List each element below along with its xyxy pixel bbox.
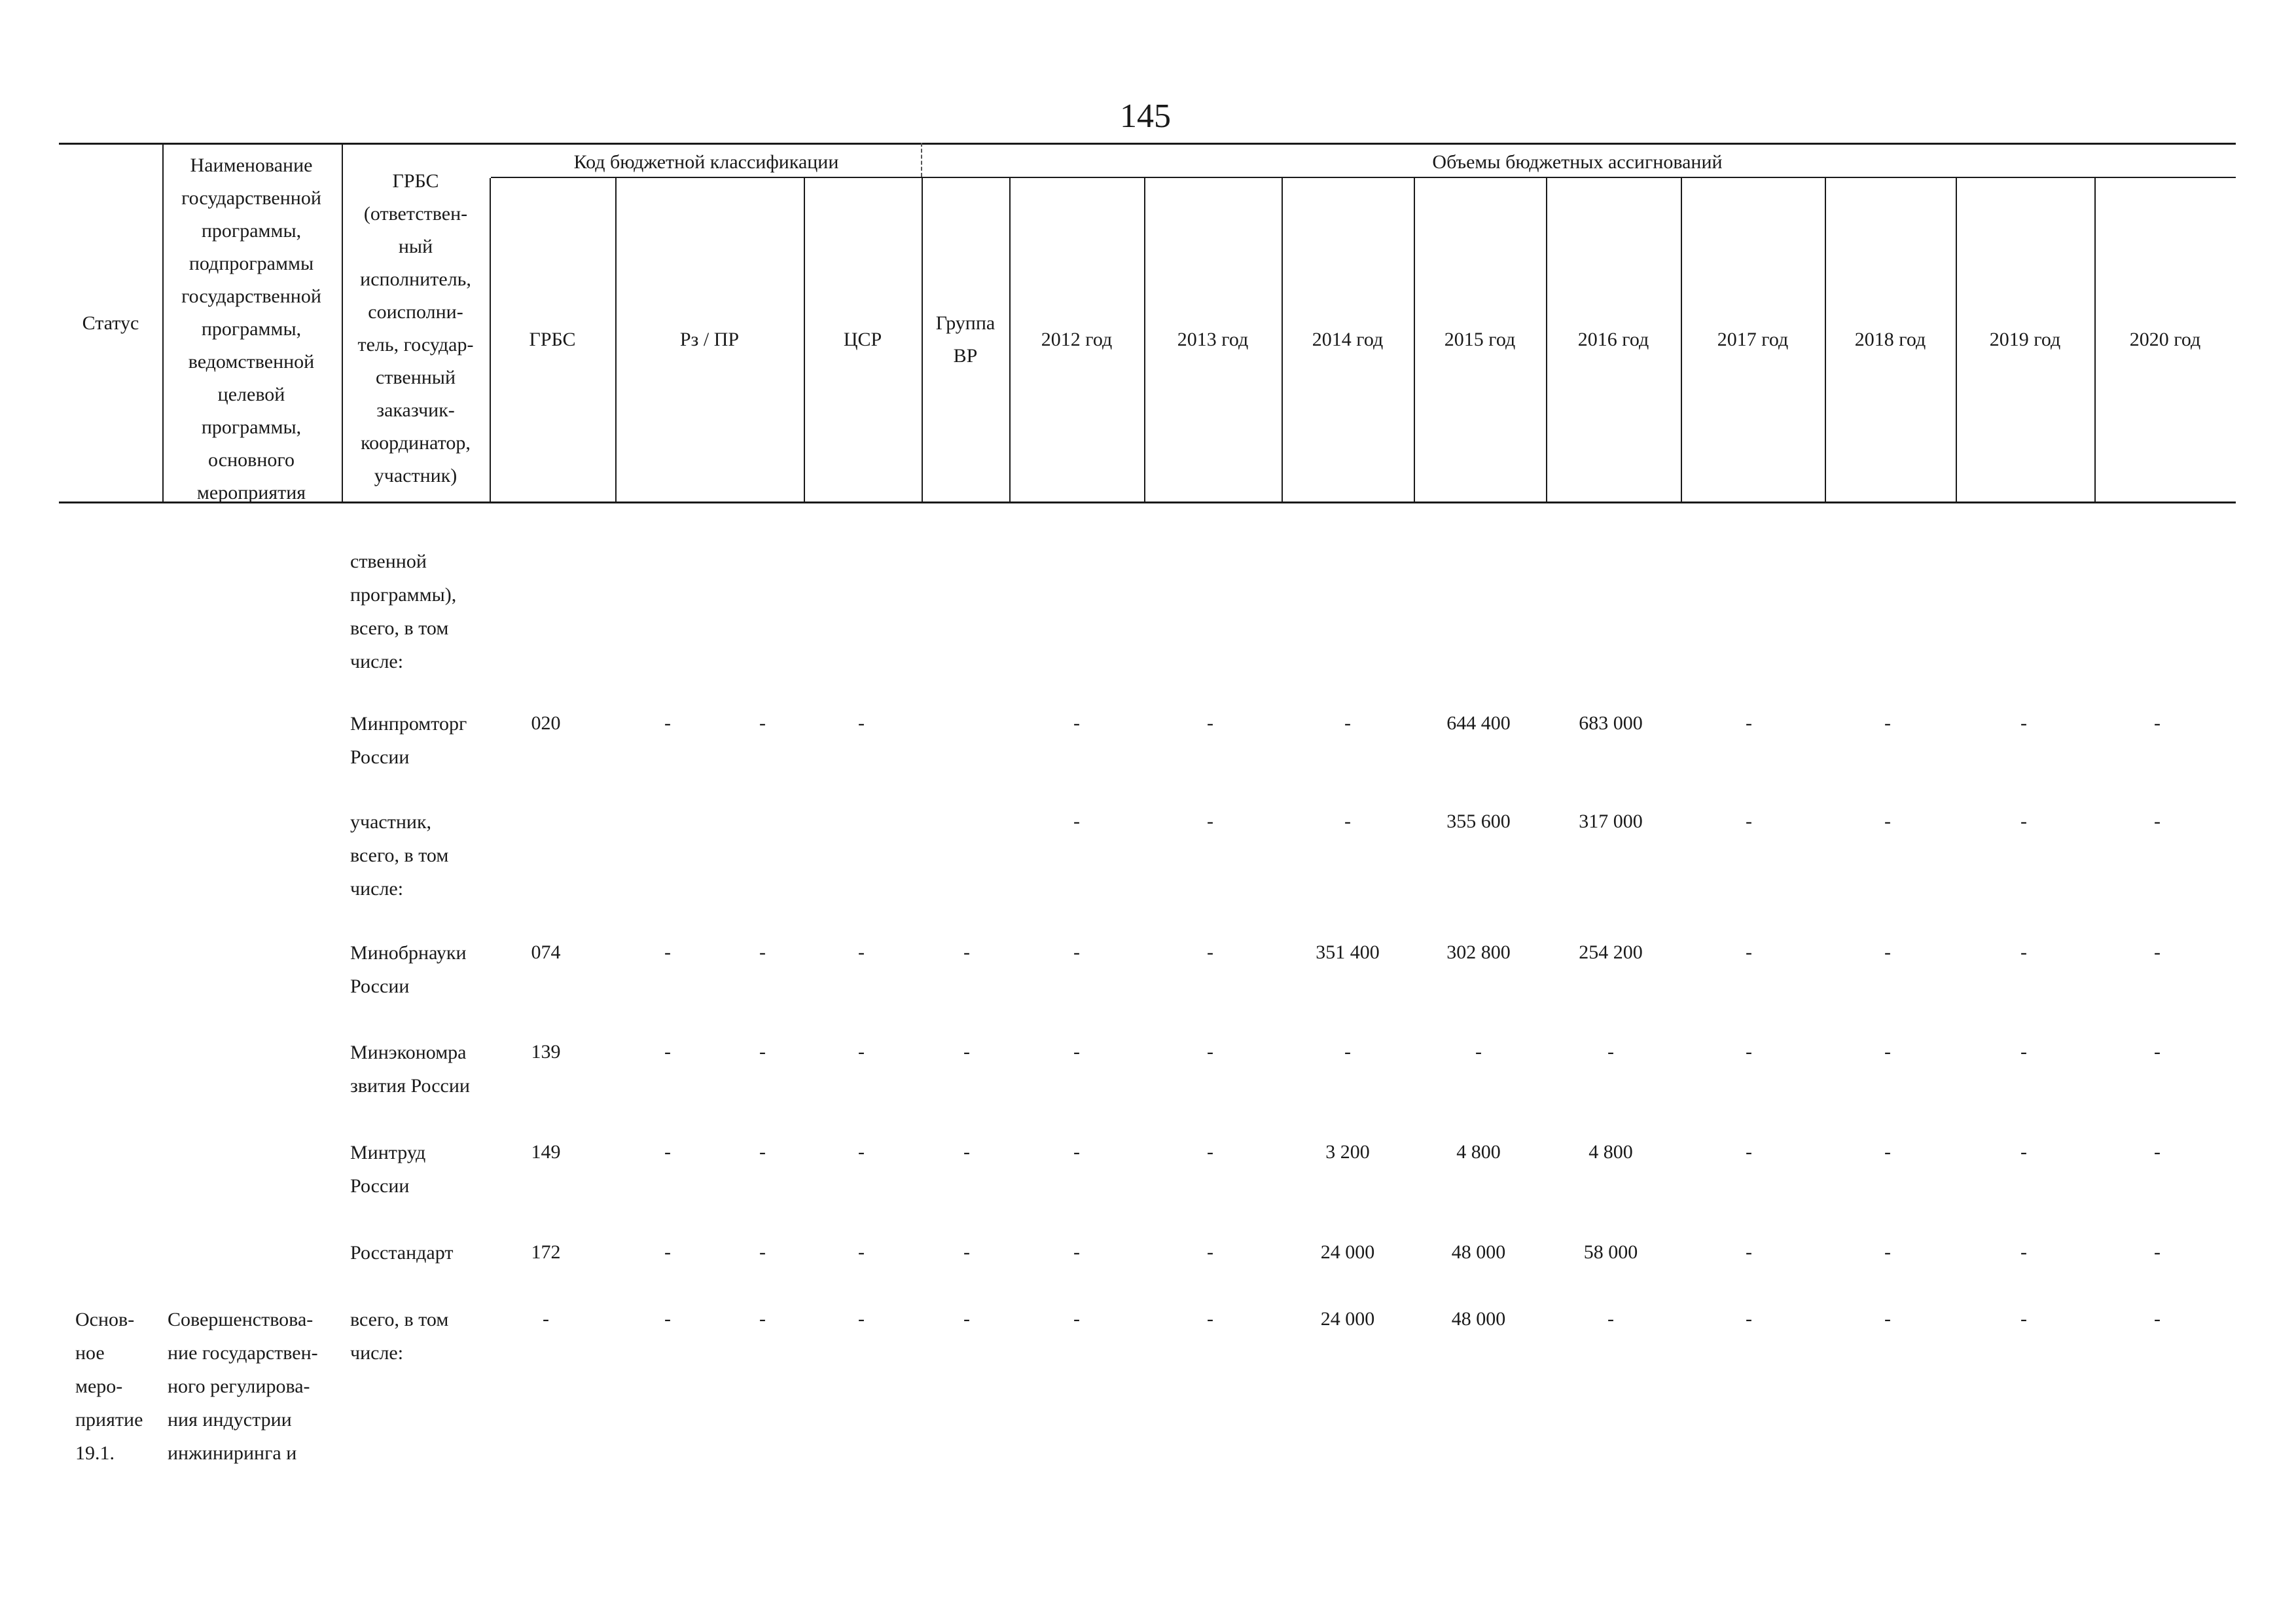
table-cell: 683 000 xyxy=(1579,712,1643,734)
table-cell: - xyxy=(2154,811,2161,832)
row-label-line: Минэкономра xyxy=(350,1042,467,1063)
header-name-line: государственной xyxy=(181,187,321,209)
table-cell: - xyxy=(759,1308,766,1330)
table-cell: - xyxy=(1746,1308,1752,1330)
table-cell: - xyxy=(2154,1241,2161,1263)
table-cell: - xyxy=(664,1308,671,1330)
header-grbs-line: ственный xyxy=(375,367,456,388)
row-label-line: звития России xyxy=(350,1075,470,1097)
table-cell: - xyxy=(1344,1041,1351,1063)
header-name-line: программы, xyxy=(201,416,302,438)
table-cell: - xyxy=(1884,1041,1891,1063)
table-cell: 139 xyxy=(531,1041,561,1063)
table-cell: - xyxy=(1607,1041,1614,1063)
intro-line: числе: xyxy=(350,651,404,672)
header-grbs-line: заказчик- xyxy=(376,399,455,421)
header-grbs-line: ный xyxy=(398,236,433,257)
table-cell: - xyxy=(1746,811,1752,832)
table-cell: - xyxy=(2154,1308,2161,1330)
table-cell: - xyxy=(664,941,671,963)
table-cell: - xyxy=(1344,811,1351,832)
table-cell: 4 800 xyxy=(1588,1141,1633,1163)
column-header: 2016 год xyxy=(1577,329,1649,350)
header-name-line: основного xyxy=(208,449,295,471)
table-cell: - xyxy=(2154,941,2161,963)
table-cell: - xyxy=(1073,1141,1080,1163)
header-name-line: программы, xyxy=(201,318,302,340)
main-event-status xyxy=(75,1303,143,1470)
table-cell: - xyxy=(664,1141,671,1163)
header-name-line: мероприятия xyxy=(196,482,306,503)
intro-line: программы), xyxy=(350,584,457,606)
row-label xyxy=(350,707,467,774)
table-cell: - xyxy=(963,1141,970,1163)
table-cell: - xyxy=(2020,1041,2027,1063)
table-cell: - xyxy=(759,1041,766,1063)
column-header: ЦСР xyxy=(843,329,882,350)
table-cell: - xyxy=(2020,1308,2027,1330)
intro-line: всего, в том xyxy=(350,617,449,639)
table-cell: - xyxy=(1746,1141,1752,1163)
table-cell: 074 xyxy=(531,941,561,963)
table-cell: 020 xyxy=(531,712,561,734)
table-cell: - xyxy=(1073,712,1080,734)
header-program-name xyxy=(162,149,340,509)
main-event-name-line: ние государствен- xyxy=(168,1342,318,1364)
table-cell: 3 200 xyxy=(1325,1141,1370,1163)
table-cell: - xyxy=(858,712,865,734)
main-event-name xyxy=(168,1303,318,1470)
table-cell: - xyxy=(2020,811,2027,832)
column-header: 2019 год xyxy=(1989,329,2061,350)
intro-line: ственной xyxy=(350,551,427,572)
table-cell: - xyxy=(664,1241,671,1263)
table-cell: - xyxy=(1207,712,1213,734)
table-cell: 317 000 xyxy=(1579,811,1643,832)
table-cell: - xyxy=(858,941,865,963)
header-grbs-role xyxy=(343,165,488,492)
main-event-status-line: ное xyxy=(75,1342,105,1364)
table-cell: 172 xyxy=(531,1241,561,1263)
table-cell: - xyxy=(1207,1041,1213,1063)
table-cell: - xyxy=(1746,941,1752,963)
table-cell: - xyxy=(963,1241,970,1263)
table-cell: 24 000 xyxy=(1320,1241,1375,1263)
main-event-status-line: Основ- xyxy=(75,1309,135,1330)
table-cell: - xyxy=(664,1041,671,1063)
table-cell: - xyxy=(1207,1308,1213,1330)
table-cell: - xyxy=(1207,941,1213,963)
row-label-line: России xyxy=(350,746,410,768)
table-cell: - xyxy=(1884,1141,1891,1163)
row-label xyxy=(350,1136,425,1203)
main-event-status-line: 19.1. xyxy=(75,1442,115,1464)
table-cell: - xyxy=(1884,1241,1891,1263)
row-label xyxy=(350,805,448,905)
header-name-line: подпрограммы xyxy=(188,253,314,274)
table-cell: - xyxy=(858,1308,865,1330)
header-group-kbk: Код бюджетной классификации xyxy=(573,151,839,173)
table-cell: - xyxy=(1884,811,1891,832)
table-cell: - xyxy=(1073,1041,1080,1063)
table-cell: - xyxy=(543,1308,549,1330)
table-cell: - xyxy=(1207,811,1213,832)
header-name-line: программы, xyxy=(201,220,302,242)
table-cell: - xyxy=(1073,1241,1080,1263)
table-cell: - xyxy=(1607,1308,1614,1330)
main-event-status-line: приятие xyxy=(75,1409,143,1431)
table-cell: - xyxy=(963,941,970,963)
table-cell: - xyxy=(2020,712,2027,734)
table-cell: - xyxy=(759,1241,766,1263)
row-label xyxy=(350,1236,453,1269)
table-cell: - xyxy=(759,941,766,963)
row-label-line: Минпромторг xyxy=(350,713,467,735)
column-header: 2018 год xyxy=(1854,329,1926,350)
header-grbs-line: тель, государ- xyxy=(357,334,474,356)
table-cell: - xyxy=(759,1141,766,1163)
table-cell: - xyxy=(1884,712,1891,734)
header-name-line: ведомственной xyxy=(188,351,315,373)
table-cell: - xyxy=(858,1041,865,1063)
table-cell: - xyxy=(1344,712,1351,734)
row-label xyxy=(350,1036,470,1103)
header-grbs-line: координатор, xyxy=(361,432,471,454)
row-label xyxy=(350,936,467,1003)
main-event-name-line: ния индустрии xyxy=(168,1409,292,1431)
column-header: 2020 год xyxy=(2129,329,2201,350)
main-event-label-line: всего, в том xyxy=(350,1309,449,1330)
main-event-name-line: ного регулирова- xyxy=(168,1376,310,1397)
header-grbs-line: (ответствен- xyxy=(363,203,468,225)
table-cell: - xyxy=(1884,941,1891,963)
table-cell: 644 400 xyxy=(1446,712,1511,734)
row-label-line: Минтруд xyxy=(350,1142,426,1163)
table-cell: - xyxy=(1073,811,1080,832)
header-name-line: Наименование xyxy=(190,155,313,176)
row-label-line: России xyxy=(350,1175,410,1197)
table-cell: 302 800 xyxy=(1446,941,1511,963)
table-cell: - xyxy=(1475,1041,1482,1063)
column-header: 2014 год xyxy=(1312,329,1384,350)
table-cell: - xyxy=(664,712,671,734)
main-event-label xyxy=(350,1303,448,1370)
table-cell: 4 800 xyxy=(1456,1141,1501,1163)
table-cell: - xyxy=(1746,712,1752,734)
page-number: 145 xyxy=(1120,98,1171,135)
table-cell: 48 000 xyxy=(1451,1241,1506,1263)
main-event-label-line: числе: xyxy=(350,1342,404,1364)
header-name-line: целевой xyxy=(217,384,285,405)
header-status: Статус xyxy=(82,312,139,334)
table-cell: - xyxy=(963,1041,970,1063)
table-cell: - xyxy=(2020,941,2027,963)
table-cell: - xyxy=(858,1241,865,1263)
column-header: 2012 год xyxy=(1041,329,1113,350)
row-label-line: всего, в том xyxy=(350,845,449,866)
table-cell: 48 000 xyxy=(1451,1308,1506,1330)
row-label-line: Росстандарт xyxy=(350,1242,454,1264)
header-grbs-line: ГРБС xyxy=(392,170,439,192)
column-header: Группа ВР xyxy=(935,312,996,367)
table-cell: - xyxy=(1073,941,1080,963)
column-header: Рз / ПР xyxy=(679,329,740,350)
table-cell: - xyxy=(1884,1308,1891,1330)
table-cell: 149 xyxy=(531,1141,561,1163)
column-header: ГРБС xyxy=(529,329,576,350)
main-event-name-line: инжиниринга и xyxy=(168,1442,297,1464)
table-cell: - xyxy=(1073,1308,1080,1330)
header-name-line: государственной xyxy=(181,285,321,307)
row-label-line: участник, xyxy=(350,811,432,833)
column-header: 2017 год xyxy=(1717,329,1789,350)
table-cell: 24 000 xyxy=(1320,1308,1375,1330)
row-label-line: Минобрнауки xyxy=(350,942,467,964)
table-cell: 355 600 xyxy=(1446,811,1511,832)
table-cell: - xyxy=(963,1308,970,1330)
table-cell: 254 200 xyxy=(1579,941,1643,963)
table-cell: - xyxy=(2154,1141,2161,1163)
header-group-volumes: Объемы бюджетных ассигнований xyxy=(1432,151,1723,173)
column-header: 2015 год xyxy=(1444,329,1516,350)
header-grbs-line: участник) xyxy=(374,465,457,486)
table-cell: - xyxy=(759,712,766,734)
table-cell: - xyxy=(858,1141,865,1163)
table-top-rule xyxy=(59,143,2236,145)
table-cell: - xyxy=(2154,1041,2161,1063)
header-grbs-line: соисполни- xyxy=(368,301,463,323)
group-divider xyxy=(921,143,922,177)
table-cell: - xyxy=(2154,712,2161,734)
table-cell: 58 000 xyxy=(1583,1241,1638,1263)
main-event-status-line: меро- xyxy=(75,1376,123,1397)
table-cell: 351 400 xyxy=(1316,941,1380,963)
table-cell: - xyxy=(1746,1241,1752,1263)
table-cell: - xyxy=(1746,1041,1752,1063)
header-grbs-line: исполнитель, xyxy=(360,268,471,290)
main-event-name-line: Совершенствова- xyxy=(168,1309,314,1330)
row-label-line: числе: xyxy=(350,878,404,900)
intro-label xyxy=(350,545,456,678)
table-cell: - xyxy=(2020,1241,2027,1263)
header-bottom-rule xyxy=(59,501,2236,503)
column-header: 2013 год xyxy=(1177,329,1249,350)
row-label-line: России xyxy=(350,976,410,997)
table-cell: - xyxy=(1207,1141,1213,1163)
table-cell: - xyxy=(1207,1241,1213,1263)
table-cell: - xyxy=(2020,1141,2027,1163)
